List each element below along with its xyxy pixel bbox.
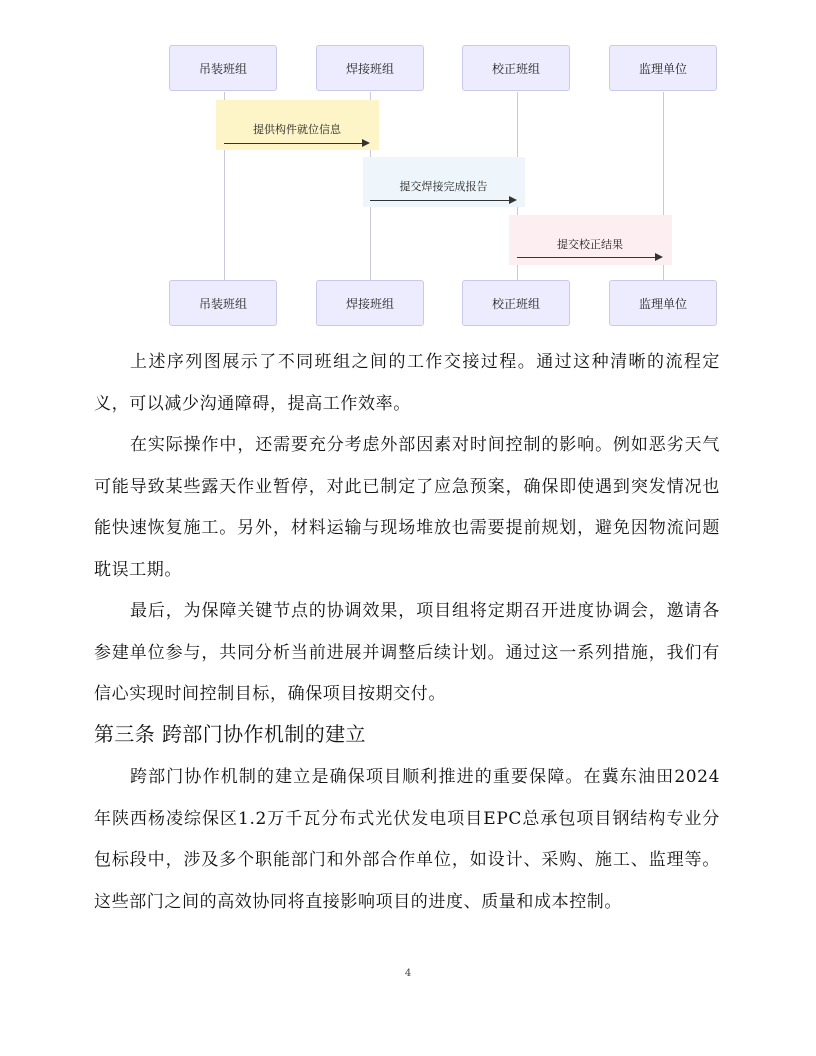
- actor-bottom-welding-team: 焊接班组: [316, 280, 424, 326]
- actor-top-hoisting-team: 吊装班组: [169, 45, 277, 91]
- paragraph-external-factors: 在实际操作中，还需要充分考虑外部因素对时间控制的影响。例如恶劣天气可能导致某些露天作业暂停，对此已制定了应急预案，确保即使遇到突发情况也能快速恢复施工。另外，材料运输与现场堆放也需要提前规划，避免因物流问题耽误工期。: [94, 435, 720, 580]
- actor-top-welding-team: 焊接班组: [316, 45, 424, 91]
- message-arrow-3: [517, 257, 655, 258]
- actor-top-supervision-unit: 监理单位: [609, 45, 717, 91]
- message-arrow-2: [370, 200, 509, 201]
- message-arrowhead-2: [509, 196, 517, 204]
- actor-bottom-hoisting-team: 吊装班组: [169, 280, 277, 326]
- message-arrowhead-3: [655, 253, 663, 261]
- actor-top-correction-team: 校正班组: [462, 45, 570, 91]
- actor-bottom-supervision-unit: 监理单位: [609, 280, 717, 326]
- message-label-1: 提供构件就位信息: [253, 123, 341, 136]
- message-arrow-1: [224, 143, 362, 144]
- section-heading: 第三条 跨部门协作机制的建立: [94, 722, 366, 746]
- paragraph-cross-department: 跨部门协作机制的建立是确保项目顺利推进的重要保障。在冀东油田2024年陕西杨凌综保区1.2万千瓦分布式光伏发电项目EPC总承包项目钢结构专业分包标段中，涉及多个职能部门和外部合作单位，如设计、采购、施工、监理等。这些部门之间的高效协同将直接影响项目的进度、质量和成本控制。: [94, 767, 720, 912]
- message-label-2: 提交焊接完成报告: [399, 180, 488, 193]
- message-arrowhead-1: [362, 139, 370, 147]
- page-number: 4: [404, 968, 412, 979]
- actor-bottom-correction-team: 校正班组: [462, 280, 570, 326]
- paragraph-coordination-meetings: 最后，为保障关键节点的协调效果，项目组将定期召开进度协调会，邀请各参建单位参与，共同分析当前进展并调整后续计划。通过这一系列措施，我们有信心实现时间控制目标，确保项目按期交付。: [94, 601, 720, 704]
- sequence-diagram: [0, 0, 816, 340]
- message-label-3: 提交校正结果: [557, 238, 623, 251]
- paragraph-diagram-summary: 上述序列图展示了不同班组之间的工作交接过程。通过这种清晰的流程定义，可以减少沟通障碍，提高工作效率。: [94, 352, 720, 414]
